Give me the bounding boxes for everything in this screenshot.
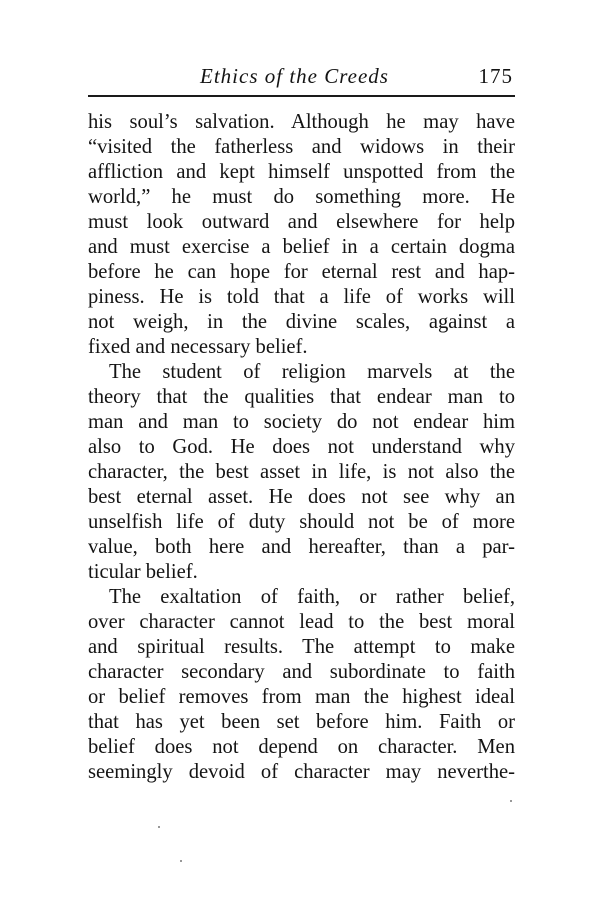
text-line: ticular belief. [88, 561, 198, 583]
text-line: his soul’s salvation. Although he may have [88, 111, 515, 133]
text-line: theory that the qualities that endear man to [88, 386, 515, 408]
text-line: and must exercise a belief in a certain dogma [88, 236, 515, 258]
text-line: not weigh, in the divine scales, against a [88, 311, 515, 333]
text-line: also to God. He does not understand why [88, 436, 515, 458]
text-line: fixed and necessary belief. [88, 336, 308, 358]
page-number: 175 [478, 64, 513, 88]
text-line: world,” he must do something more. He [88, 186, 515, 208]
text-line: value, both here and hereafter, than a par- [88, 536, 515, 558]
text-line: seemingly devoid of character may neverthe- [88, 761, 515, 783]
text-line: over character cannot lead to the best moral [88, 611, 515, 633]
text-line: The student of religion marvels at the [109, 361, 515, 383]
text-line: unselfish life of duty should not be of more [88, 511, 515, 533]
body-text [88, 110, 515, 785]
text-line: character secondary and subordinate to faith [88, 661, 515, 683]
text-line: before he can hope for eternal rest and hap- [88, 261, 515, 283]
text-line: piness. He is told that a life of works will [88, 286, 515, 308]
paragraph-3 [88, 585, 515, 785]
scan-speck [180, 860, 182, 862]
header-rule [88, 95, 515, 97]
text-line: that has yet been set before him. Faith or [88, 711, 515, 733]
text-line: character, the best asset in life, is not also the [88, 461, 515, 483]
text-line: belief does not depend on character. Men [88, 736, 515, 758]
paragraph-1 [88, 110, 515, 360]
text-line: or belief removes from man the highest ideal [88, 686, 515, 708]
paragraph-2 [88, 360, 515, 585]
text-line: must look outward and elsewhere for help [88, 211, 515, 233]
running-title: Ethics of the Creeds [200, 64, 389, 88]
text-line: “visited the fatherless and widows in their [88, 136, 515, 158]
text-line: man and man to society do not endear him [88, 411, 515, 433]
text-line: affliction and kept himself unspotted from the [88, 161, 515, 183]
running-header [88, 62, 515, 92]
scan-speck [510, 800, 512, 802]
text-line: and spiritual results. The attempt to make [88, 636, 515, 658]
text-line: best eternal asset. He does not see why an [88, 486, 515, 508]
text-line: The exaltation of faith, or rather belief, [109, 586, 515, 608]
scan-speck [158, 826, 160, 828]
